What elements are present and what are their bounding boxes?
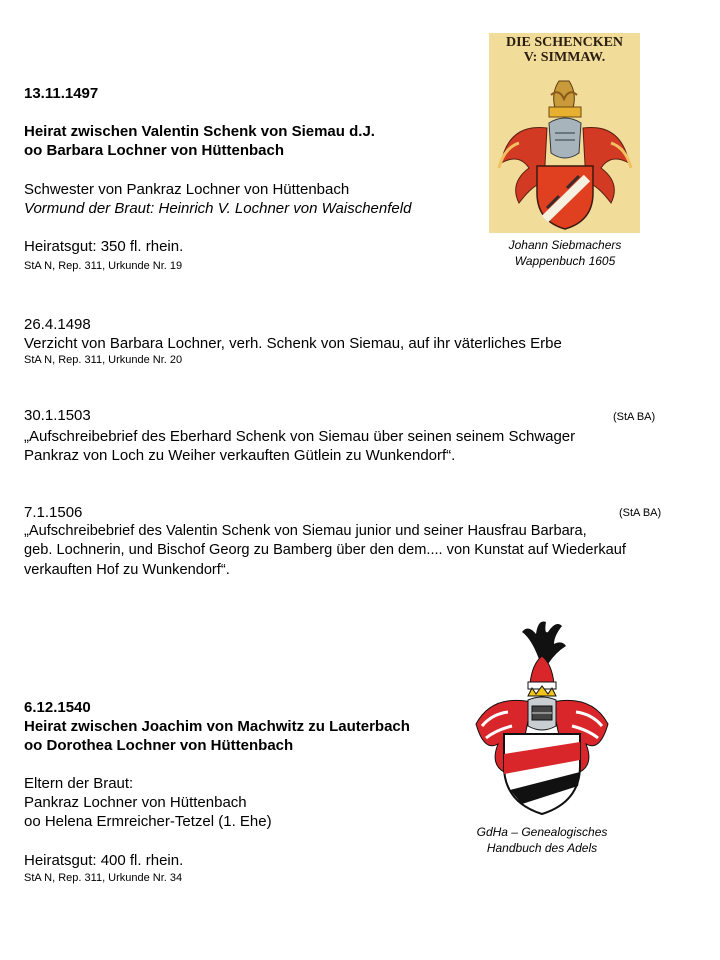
entry1-dowry: Heiratsgut: 350 fl. rhein. bbox=[24, 238, 184, 255]
image2-caption-line1: GdHa – Genealogisches bbox=[476, 825, 608, 839]
entry4-date: 7.1.1506 bbox=[24, 504, 83, 521]
entry3-line1: „Aufschreibebrief des Eberhard Schenk von Siemau über seinen seinem Schwager bbox=[24, 428, 576, 445]
image1-caption-line2: Wappenbuch 1605 bbox=[514, 254, 616, 268]
entry5-title-line2: oo Dorothea Lochner von Hüttenbach bbox=[24, 737, 294, 754]
image1-caption-line1: Johann Siebmachers bbox=[508, 238, 622, 252]
entry1-title-line1: Heirat zwischen Valentin Schenk von Siemau d.J. bbox=[24, 123, 375, 140]
entry5-parent2: oo Helena Ermreicher-Tetzel (1. Ehe) bbox=[24, 813, 272, 830]
entry1-date: 13.11.1497 bbox=[24, 85, 99, 102]
coat-heading-line2: V: SIMMAW. bbox=[523, 50, 606, 65]
entry1-note2: Vormund der Braut: Heinrich V. Lochner von Waischenfeld bbox=[24, 200, 412, 217]
entry5-parent1: Pankraz Lochner von Hüttenbach bbox=[24, 794, 247, 811]
schenck-coat-of-arms-image bbox=[489, 33, 640, 233]
entry4-line3: verkauften Hof zu Wunkendorf“. bbox=[24, 562, 230, 578]
entry1-title-line2: oo Barbara Lochner von Hüttenbach bbox=[24, 142, 285, 159]
entry4-line1: „Aufschreibebrief des Valentin Schenk von Siemau junior und seiner Hausfrau Barbara, bbox=[24, 523, 587, 539]
entry1-source: StA N, Rep. 311, Urkunde Nr. 19 bbox=[24, 260, 183, 272]
entry1-note1: Schwester von Pankraz Lochner von Hüttenbach bbox=[24, 181, 350, 198]
entry3-date: 30.1.1503 bbox=[24, 407, 91, 424]
entry5-date: 6.12.1540 bbox=[24, 699, 91, 716]
entry5-title-line1: Heirat zwischen Joachim von Machwitz zu Lauterbach bbox=[24, 718, 410, 735]
entry5-dowry: Heiratsgut: 400 fl. rhein. bbox=[24, 852, 184, 869]
entry4-archive: (StA BA) bbox=[619, 507, 662, 519]
coat-heading-line1: DIE SCHENCKEN bbox=[505, 35, 624, 50]
entry2-date: 26.4.1498 bbox=[24, 316, 91, 333]
entry3-line2: Pankraz von Loch zu Weiher verkauften Gütlein zu Wunkendorf“. bbox=[24, 447, 456, 464]
schenck-crest-drawing bbox=[489, 33, 640, 233]
image2-caption-line2: Handbuch des Adels bbox=[486, 841, 598, 855]
entry4-line2: geb. Lochnerin, und Bischof Georg zu Bamberg über den dem.... von Kunstat auf Wiederkauf bbox=[24, 542, 626, 558]
entry5-parents-label: Eltern der Braut: bbox=[24, 775, 134, 792]
entry3-archive: (StA BA) bbox=[613, 411, 656, 423]
entry2-text: Verzicht von Barbara Lochner, verh. Schenk von Siemau, auf ihr väterliches Erbe bbox=[24, 335, 562, 352]
entry2-source: StA N, Rep. 311, Urkunde Nr. 20 bbox=[24, 354, 183, 366]
entry5-source: StA N, Rep. 311, Urkunde Nr. 34 bbox=[24, 872, 183, 884]
machwitz-coat-of-arms-image bbox=[462, 614, 622, 819]
